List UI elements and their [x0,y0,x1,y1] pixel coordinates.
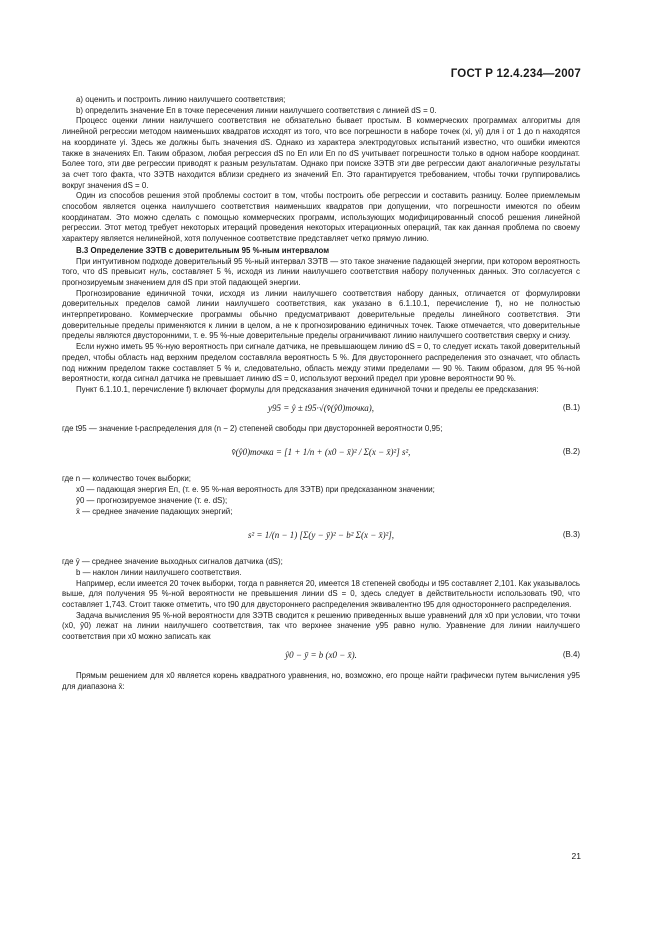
definition: x̄ — среднее значение падающих энергий; [76,506,233,516]
paragraph: Один из способов решения этой проблемы состоит в том, чтобы построить обе регрессии и составить разницу. Более приемлемым способом является оценка наилучшего соответствия наименьших квадратов при допущении, что погрешности имеются по обеим координатам. Это можно сделать с помощью коммерческих программ, использующих модифицированный способ решения линейной регрессии. Этот метод требует некоторых итераций проведения некоторых итерационных операций, так как данная проблема по своему характеру является нелинейной, хотя полученное соответствие представляет четко прямую линию. [62,191,580,244]
paragraph: Прогнозирование единичной точки, исходя из линии наилучшего соответствия набору данных, отличается от формулировки доверительных пределов самой линии наилучшего соответствия, как указано в 6.1.10.1, перечисление f), но не полностью интерпретировано. Коммерческие программы обычно предусматривают доверительные пределы линейного соответствия. Эти доверительные пределы применяются к линии в целом, а не к прогнозированию единичных точек. Также отмечается, что доверительные пределы являются двусторонними, т. е. 95 %-ные доверительные пределы ограничивают линию наилучшего соответствия сверху и снизу. [62,288,580,341]
definition: ŷ0 — прогнозируемое значение (т. е. dS); [76,495,228,505]
definition: b — наклон линии наилучшего соответствия. [76,567,242,577]
formula-expression: ŷ0 − ȳ = b (x0 − x̄). [285,649,357,660]
definition: где ȳ — среднее значение выходных сигналов датчика (dS); [62,557,283,567]
formula-number: (B.2) [562,447,580,457]
page-number: 21 [571,851,581,861]
paragraph: При интуитивном подходе доверительный 95 %-ный интервал ЗЭТВ — это такое значение падающей энергии, при котором вероятность того, что dS превысит нуль, составляет 5 %, исходя из линии наилучшего соответствия набору полученных данных. Это согласуется с прогнозируемым значением для dS при этой падающей энергии. [62,256,580,287]
standard-header: ГОСТ Р 12.4.234—2007 [450,68,581,80]
section-heading: B.3 Определение ЗЭТВ с доверительным 95 %-ным интервалом [76,245,330,255]
definition: где t95 — значение t-распределения для (n − 2) степеней свободы при двусторонней вероятности 0,95; [62,423,443,433]
paragraph: Например, если имеется 20 точек выборки, тогда n равняется 20, имеется 18 степеней свободы и t95 составляет 2,101. Как указывалось выше, для получения 95 %-ной вероятности не превышения линии dS = 0, здесь следует в действительности использовать t90, что составляет 1,743. Стоит также отметить, что t90 для двустороннего распределения эквивалентно t95 для одностороннего распределения. [62,578,581,610]
paragraph: Пункт 6.1.10.1, перечисление f) включает формулы для предсказания значения единичной точки и пределы ее предсказания: [76,384,539,394]
paragraph: Прямым решением для x0 является корень квадратного уравнения, но, возможно, его проще найти графически путем вычисления y95 для диапазона x̄: [62,670,580,691]
formula-b1 [62,399,580,421]
paragraph: Задача вычисления 95 %-ной вероятности для ЗЭТВ сводится к решению приведенных выше уравнений для x0 при условии, что точки (x0, ŷ0) лежат на линии наилучшего соответствия, так что верхнее значение y95 равно нулю. Уравнение для линии наилучшего соответствия при x0 можно записать как [62,610,580,642]
formula-expression: s² = 1/(n − 1) [Σ(y − ȳ)² − b² Σ(x − x̄)²], [247,530,395,541]
list-item-b: b) определить значение Eп в точке пересечения линии наилучшего соответствия с линией dS = 0. [76,105,437,115]
definition: x0 — падающая энергия Eп, (т. е. 95 %-ная вероятность для ЗЭТВ) при предсказанном значении; [76,485,435,495]
list-item-a: a) оценить и построить линию наилучшего соответствия; [76,95,286,104]
formula-b2 [62,437,580,471]
formula-expression: v̂(ŷ0)точка = [1 + 1/n + (x0 − x̄)² / Σ(x − x̄)²] s², [231,447,411,458]
definition: где n — количество точек выборки; [62,474,191,484]
formula-number: (B.4) [562,649,580,659]
formula-number: (B.1) [562,402,580,412]
formula-b3 [62,520,580,554]
formula-number: (B.3) [562,530,580,540]
page-body [62,95,580,692]
formula-b4 [62,646,580,668]
paragraph: Если нужно иметь 95 %-ную вероятность при сигнале датчика, не превышающем линию dS = 0, то следует искать такой доверительный предел, чтобы область над верхним пределом составляла вероятность 5 %. Для двустороннего распределения это означает, что область под нижним пределом также составляет 5 % и, следовательно, область между этими пределами — 90 %. Таким образом, для 95 %-ной вероятности, когда сигнал датчика не превышает линию dS = 0, используют верхний предел при уровне вероятности 90 %. [62,342,580,384]
formula-expression: y95 = ŷ ± t95·√(v̂(ŷ0)точка), [268,402,374,413]
paragraph: Процесс оценки линии наилучшего соответствия не обязательно бывает простым. В коммерческих программах алгоритмы для линейной регрессии методом наименьших квадратов исходят из того, что все погрешности в наборе точек (xi, yi) для i от 1 до n находятся на координате yi. Здесь же должны быть значения dS. Однако из характера электродуговых испытаний известно, что ошибки имеются также в значениях Eп. Таким образом, любая регрессия dS по Eп или Eп по dS учитывает погрешности только в одном наборе координат. Более того, эти две регрессии приводят к разным результатам. Однако при поиске ЗЭТВ эти две регрессии дают аналогичные результаты за счет того факта, что ЗЭТВ находится вблизи среднего из значений Eп. Это гарантируется требованием, чтобы точки группировались вокруг значения dS = 0. [62,116,580,190]
